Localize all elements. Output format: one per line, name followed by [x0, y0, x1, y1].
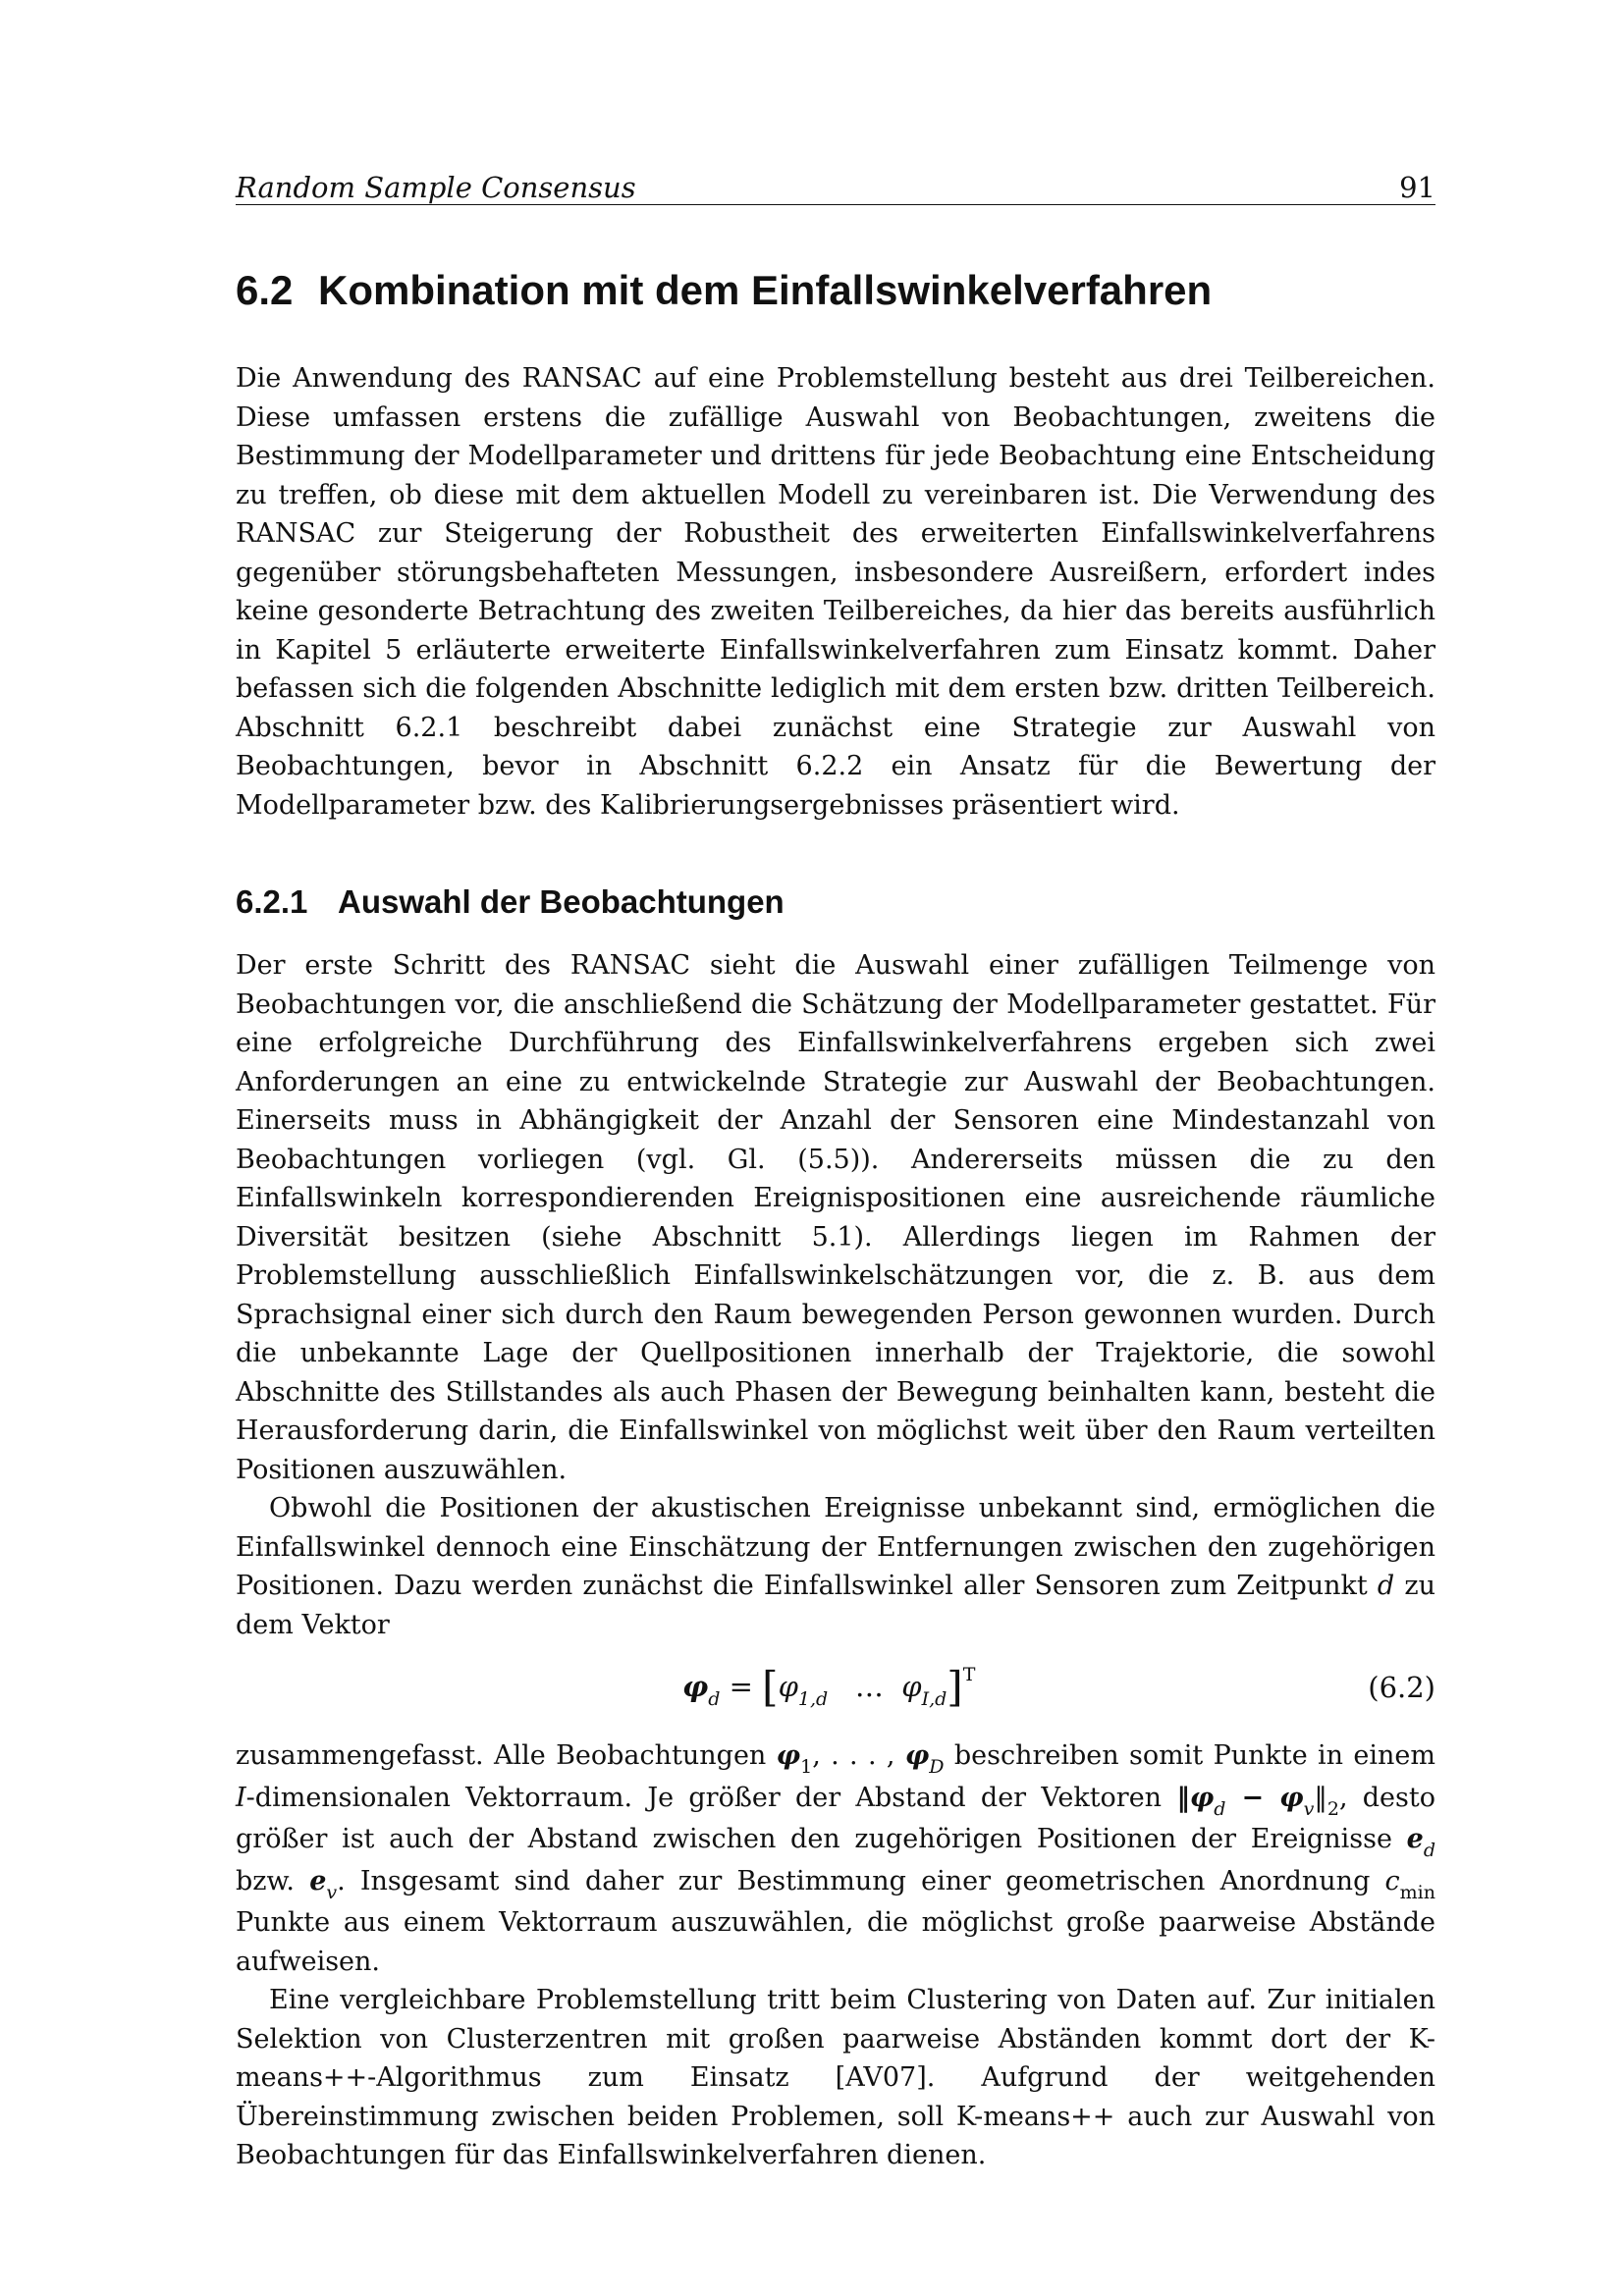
section-intro-paragraph: Die Anwendung des RANSAC auf eine Problemstellung besteht aus drei Teilbereichen. Diese umfassen erstens die zufällige Auswahl von Beobachtungen, zweitens die Bestimmung der Modellparameter und drittens für jede Beobachtung eine Entscheidung zu treffen, ob diese mit dem aktuellen Modell zu vereinbaren ist. Die Verwendung des RANSAC zur Steigerung der Robustheit des erweiterten Einfallswinkelverfahrens gegenüber störungsbehafteten Messungen, insbesondere Ausreißern, erfordert indes keine gesonderte Betrachtung des zweiten Teilbereiches, da hier das bereits ausführlich in Kapitel 5 erläuterte erweiterte Einfallswinkelverfahren zum Einsatz kommt. Daher befassen sich die folgenden Abschnitte lediglich mit dem ersten bzw. dritten Teilbereich. Abschnitt 6.2.1 beschreibt dabei zunächst eine Strategie zur Auswahl von Beobachtungen, bevor in Abschnitt 6.2.2 ein Ansatz für die Bewertung der Modellparameter bzw. des Kalibrierungsergebnisses präsentiert wird.: [236, 363, 1435, 821]
document-content: [236, 265, 1435, 2175]
angle-vector-paragraph: [236, 1489, 1435, 1644]
norm-subscript-d: d: [1214, 1797, 1226, 1820]
equation-last-subscript: I,d: [921, 1688, 947, 1710]
norm-end: ‖: [1314, 1782, 1327, 1813]
kmeans-paragraph: Eine vergleichbare Problemstellung tritt beim Clustering von Daten auf. Zur initialen Selektion von Clusterzentren mit großen paarweise Abständen kommt dort der K-means++-Algorithmus zum Einsatz [AV07]. Aufgrund der weitgehenden Übereinstimmung zwischen beiden Problemen, soll K-means++ auch zur Auswahl von Beobachtungen für das Einfallswinkelverfahren dienen.: [236, 1985, 1435, 2170]
equation-first-subscript: 1,d: [797, 1688, 829, 1710]
norm-subscript-v: v: [1303, 1797, 1315, 1820]
vector-distance-paragraph: [236, 1736, 1435, 1981]
vector-distance-text-6: . Insgesamt sind daher zur Bestimmung einer geometrischen Anordnung: [337, 1865, 1385, 1896]
section-heading: [236, 265, 1435, 316]
vector-distance-text-3: -dimensionalen Vektorraum. Je größer der Abstand der Vektoren: [245, 1782, 1177, 1813]
event-position-e-v-subscript: v: [326, 1881, 338, 1903]
dimension-variable-i: I: [236, 1782, 246, 1813]
angle-vector-text-start: Obwohl die Positionen der akustischen Ereignisse unbekannt sind, ermöglichen die Einfallswinkel dennoch eine Einschätzung der Entfernungen zwischen den zugehörigen Positionen. Dazu werden zunächst die Einfallswinkel aller Sensoren zum Zeitpunkt: [236, 1493, 1435, 1601]
observation-vector-first: φ: [776, 1740, 801, 1771]
subsection-heading: [236, 881, 1435, 923]
vector-distance-text-1: zusammengefasst. Alle Beobachtungen: [236, 1740, 777, 1771]
event-position-e-d: e: [1406, 1824, 1424, 1854]
norm-subscript-2: 2: [1326, 1797, 1339, 1820]
selection-requirements-paragraph: Der erste Schritt des RANSAC sieht die Auswahl einer zufälligen Teilmenge von Beobachtungen vor, die anschließend die Schätzung der Modellparameter gestattet. Für eine erfolgreiche Durchführung des Einfallswinkelverfahrens ergeben sich zwei Anforderungen an eine zu entwickelnde Strategie zur Auswahl der Beobachtungen. Einerseits muss in Abhängigkeit der Anzahl der Sensoren eine Mindestanzahl von Beobachtungen vorliegen (vgl. Gl. (5.5)). Andererseits müssen die zu den Einfallswinkeln korrespondierenden Ereignispositionen eine ausreichende räumliche Diversität besitzen (siehe Abschnitt 5.1). Allerdings liegen im Rahmen der Problemstellung ausschließlich Einfallswinkelschätzungen vor, die z. B. aus dem Sprachsignal einer sich durch den Raum bewegenden Person gewonnen wurden. Durch die unbekannte Lage der Quellpositionen innerhalb der Trajektorie, die sowohl Abschnitte des Stillstandes als auch Phasen der Bewegung beinhalten kann, besteht die Herausforderung darin, die Einfallswinkel von möglichst weit über den Raum verteilten Positionen auszuwählen.: [236, 950, 1435, 1485]
vector-distance-text-2: beschreiben somit Punkte in einem: [944, 1740, 1436, 1771]
norm-minus-term: − φ: [1225, 1782, 1304, 1813]
running-title: Random Sample Consensus: [236, 171, 636, 204]
time-variable-d: d: [1377, 1571, 1395, 1601]
equation-lhs: φ: [682, 1670, 709, 1703]
c-min-subscript: min: [1399, 1881, 1435, 1903]
angle-vector-text-end: zu dem Vektor: [236, 1571, 1435, 1640]
c-min-variable: c: [1384, 1865, 1400, 1896]
equation-dots: …: [854, 1670, 884, 1703]
event-position-e-d-subscript: d: [1423, 1840, 1435, 1861]
running-header: [236, 167, 1435, 205]
equation-lhs-subscript: d: [708, 1688, 721, 1710]
vector-distance-text-5: bzw.: [236, 1865, 310, 1896]
equation-left-bracket: [: [762, 1663, 779, 1711]
equation-right-bracket: ]: [947, 1663, 963, 1711]
vector-distance-text-4: , desto größer ist auch der Abstand zwischen den zugehörigen Positionen der Ereignisse: [236, 1782, 1436, 1854]
page-number: 91: [1399, 171, 1435, 204]
equation-first-entry: φ: [778, 1670, 798, 1703]
equation-row: [236, 1656, 1435, 1727]
event-position-e-v: e: [309, 1865, 327, 1896]
equation-number: (6.2): [1368, 1671, 1435, 1704]
subsection-title: Auswahl der Beobachtungen: [338, 883, 785, 920]
section-title: Kombination mit dem Einfallswinkelverfahren: [318, 267, 1213, 313]
equation-6-2: [682, 1664, 975, 1713]
section-number: 6.2: [236, 267, 294, 313]
observation-subscript-last: D: [929, 1756, 945, 1778]
observation-subscript-first: 1: [800, 1756, 813, 1778]
observation-ellipsis: , . . . ,: [812, 1740, 905, 1771]
subsection-number: 6.2.1: [236, 883, 308, 920]
vector-distance-text-7: Punkte aus einem Vektorraum auszuwählen, die möglichst große paarweise Abstände aufweisen.: [236, 1907, 1435, 1977]
equation-equals: =: [729, 1670, 753, 1703]
observation-vector-last: φ: [904, 1740, 930, 1771]
equation-transpose: T: [962, 1664, 976, 1685]
equation-last-entry: φ: [901, 1670, 922, 1703]
norm-start: ‖φ: [1176, 1782, 1215, 1813]
